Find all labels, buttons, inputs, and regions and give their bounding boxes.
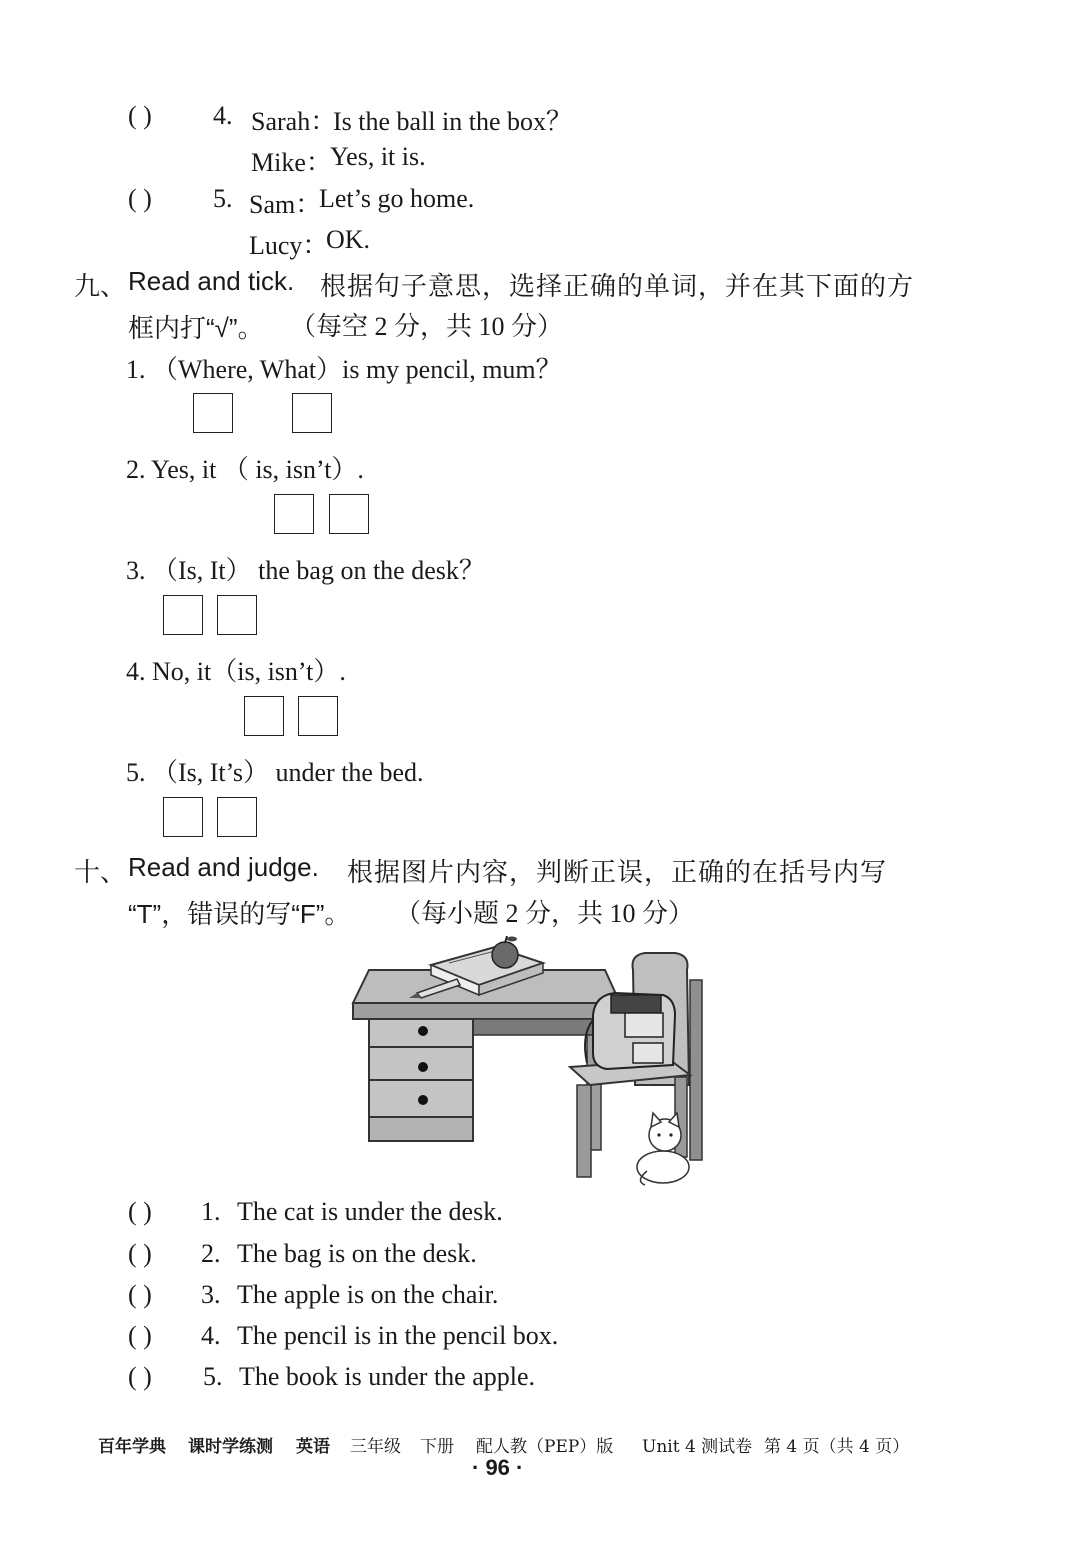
item-number: 3.: [201, 1280, 221, 1309]
desk-back-panel: [473, 1019, 603, 1035]
footer-volume: 下册: [420, 1437, 454, 1457]
dialogue-line: Is the ball in the box？: [333, 107, 573, 136]
tick-box[interactable]: [193, 393, 233, 433]
speaker-label: Sarah：: [251, 107, 337, 136]
answer-paren[interactable]: ( ): [128, 1197, 152, 1226]
speaker-label: Sam：: [249, 190, 322, 219]
tick-box[interactable]: [329, 494, 369, 534]
item-text: （Is, It’s） under the bed.: [152, 758, 424, 787]
section-score: （每小题 2 分，共 10 分）: [395, 899, 695, 928]
item-text: No, it（is, isn’t）.: [152, 657, 346, 686]
tick-item-2: [126, 449, 364, 486]
item-text: The bag is on the desk.: [237, 1239, 477, 1268]
tick-item-3: [126, 550, 485, 587]
section-title: Read and tick.: [128, 266, 295, 296]
tick-box[interactable]: [274, 494, 314, 534]
section-marker: 十、: [74, 857, 127, 887]
desk-top-edge: [353, 1003, 620, 1019]
footer-series: 课时学练测: [188, 1437, 273, 1457]
answer-paren[interactable]: ( ): [128, 184, 152, 213]
desk-scene-illustration: [345, 935, 710, 1190]
answer-paren[interactable]: ( ): [128, 1239, 152, 1268]
tick-item-1: [126, 349, 562, 386]
item-number: 2.: [126, 455, 146, 484]
section-title: Read and judge.: [128, 852, 319, 882]
tick-box[interactable]: [292, 393, 332, 433]
tick-box[interactable]: [217, 595, 257, 635]
item-number: 5.: [203, 1362, 223, 1391]
footer-page-info: 第 4 页（共 4 页）: [764, 1437, 910, 1457]
item-text: The pencil is in the pencil box.: [237, 1321, 559, 1350]
section-instruction: 根据句子意思，选择正确的单词，并在其下面的方: [320, 271, 915, 301]
item-text: The cat is under the desk.: [237, 1197, 503, 1226]
tick-box[interactable]: [163, 595, 203, 635]
section-instruction: “T”，错误的写“F”。: [128, 899, 351, 929]
item-text: Yes, it （ is, isn’t）.: [151, 455, 364, 484]
footer-subject: 英语: [296, 1437, 330, 1457]
tick-box[interactable]: [217, 797, 257, 837]
tick-box[interactable]: [163, 797, 203, 837]
section-instruction: 根据图片内容，判断正误，正确的在括号内写: [347, 857, 888, 887]
item-number: 4.: [213, 101, 233, 130]
dialogue-line: Let’s go home.: [319, 184, 475, 213]
tick-box[interactable]: [298, 696, 338, 736]
item-text: （Is, It） the bag on the desk？: [152, 556, 485, 585]
item-text: The book is under the apple.: [239, 1362, 536, 1391]
tick-box[interactable]: [244, 696, 284, 736]
item-number: 5.: [213, 184, 233, 213]
tick-item-5: [126, 752, 424, 789]
item-number: 1.: [126, 355, 146, 384]
speaker-label: Lucy：: [249, 231, 329, 260]
section-marker: 九、: [74, 271, 127, 301]
footer-test: Unit 4 测试卷: [642, 1437, 753, 1457]
apple-icon: [492, 942, 518, 968]
chair-leg: [577, 1085, 591, 1177]
drawer-knob: [418, 1095, 428, 1105]
tick-item-4: [126, 651, 346, 688]
section-score: （每空 2 分，共 10 分）: [290, 312, 564, 341]
item-number: 1.: [201, 1197, 221, 1226]
dialogue-line: Yes, it is.: [330, 142, 426, 171]
speaker-label: Mike：: [251, 148, 332, 177]
item-number: 2.: [201, 1239, 221, 1268]
answer-paren[interactable]: ( ): [128, 1362, 152, 1391]
item-number: 4.: [126, 657, 146, 686]
item-text: （Where, What）is my pencil, mum？: [152, 355, 562, 384]
drawer-knob: [418, 1062, 428, 1072]
item-number: 5.: [126, 758, 146, 787]
item-number: 3.: [126, 556, 146, 585]
footer-grade: 三年级: [350, 1437, 401, 1457]
footer-brand: 百年学典: [98, 1437, 166, 1457]
item-text: The apple is on the chair.: [237, 1280, 499, 1309]
answer-paren[interactable]: ( ): [128, 1321, 152, 1350]
footer-edition: 配人教（PEP）版: [476, 1437, 614, 1457]
page-number: · 96 ·: [472, 1455, 524, 1480]
item-number: 4.: [201, 1321, 221, 1350]
section-instruction: 框内打“√”。: [128, 313, 264, 343]
answer-paren[interactable]: ( ): [128, 1280, 152, 1309]
dialogue-line: OK.: [326, 225, 371, 254]
drawer-knob: [418, 1026, 428, 1036]
answer-paren[interactable]: ( ): [128, 101, 152, 130]
